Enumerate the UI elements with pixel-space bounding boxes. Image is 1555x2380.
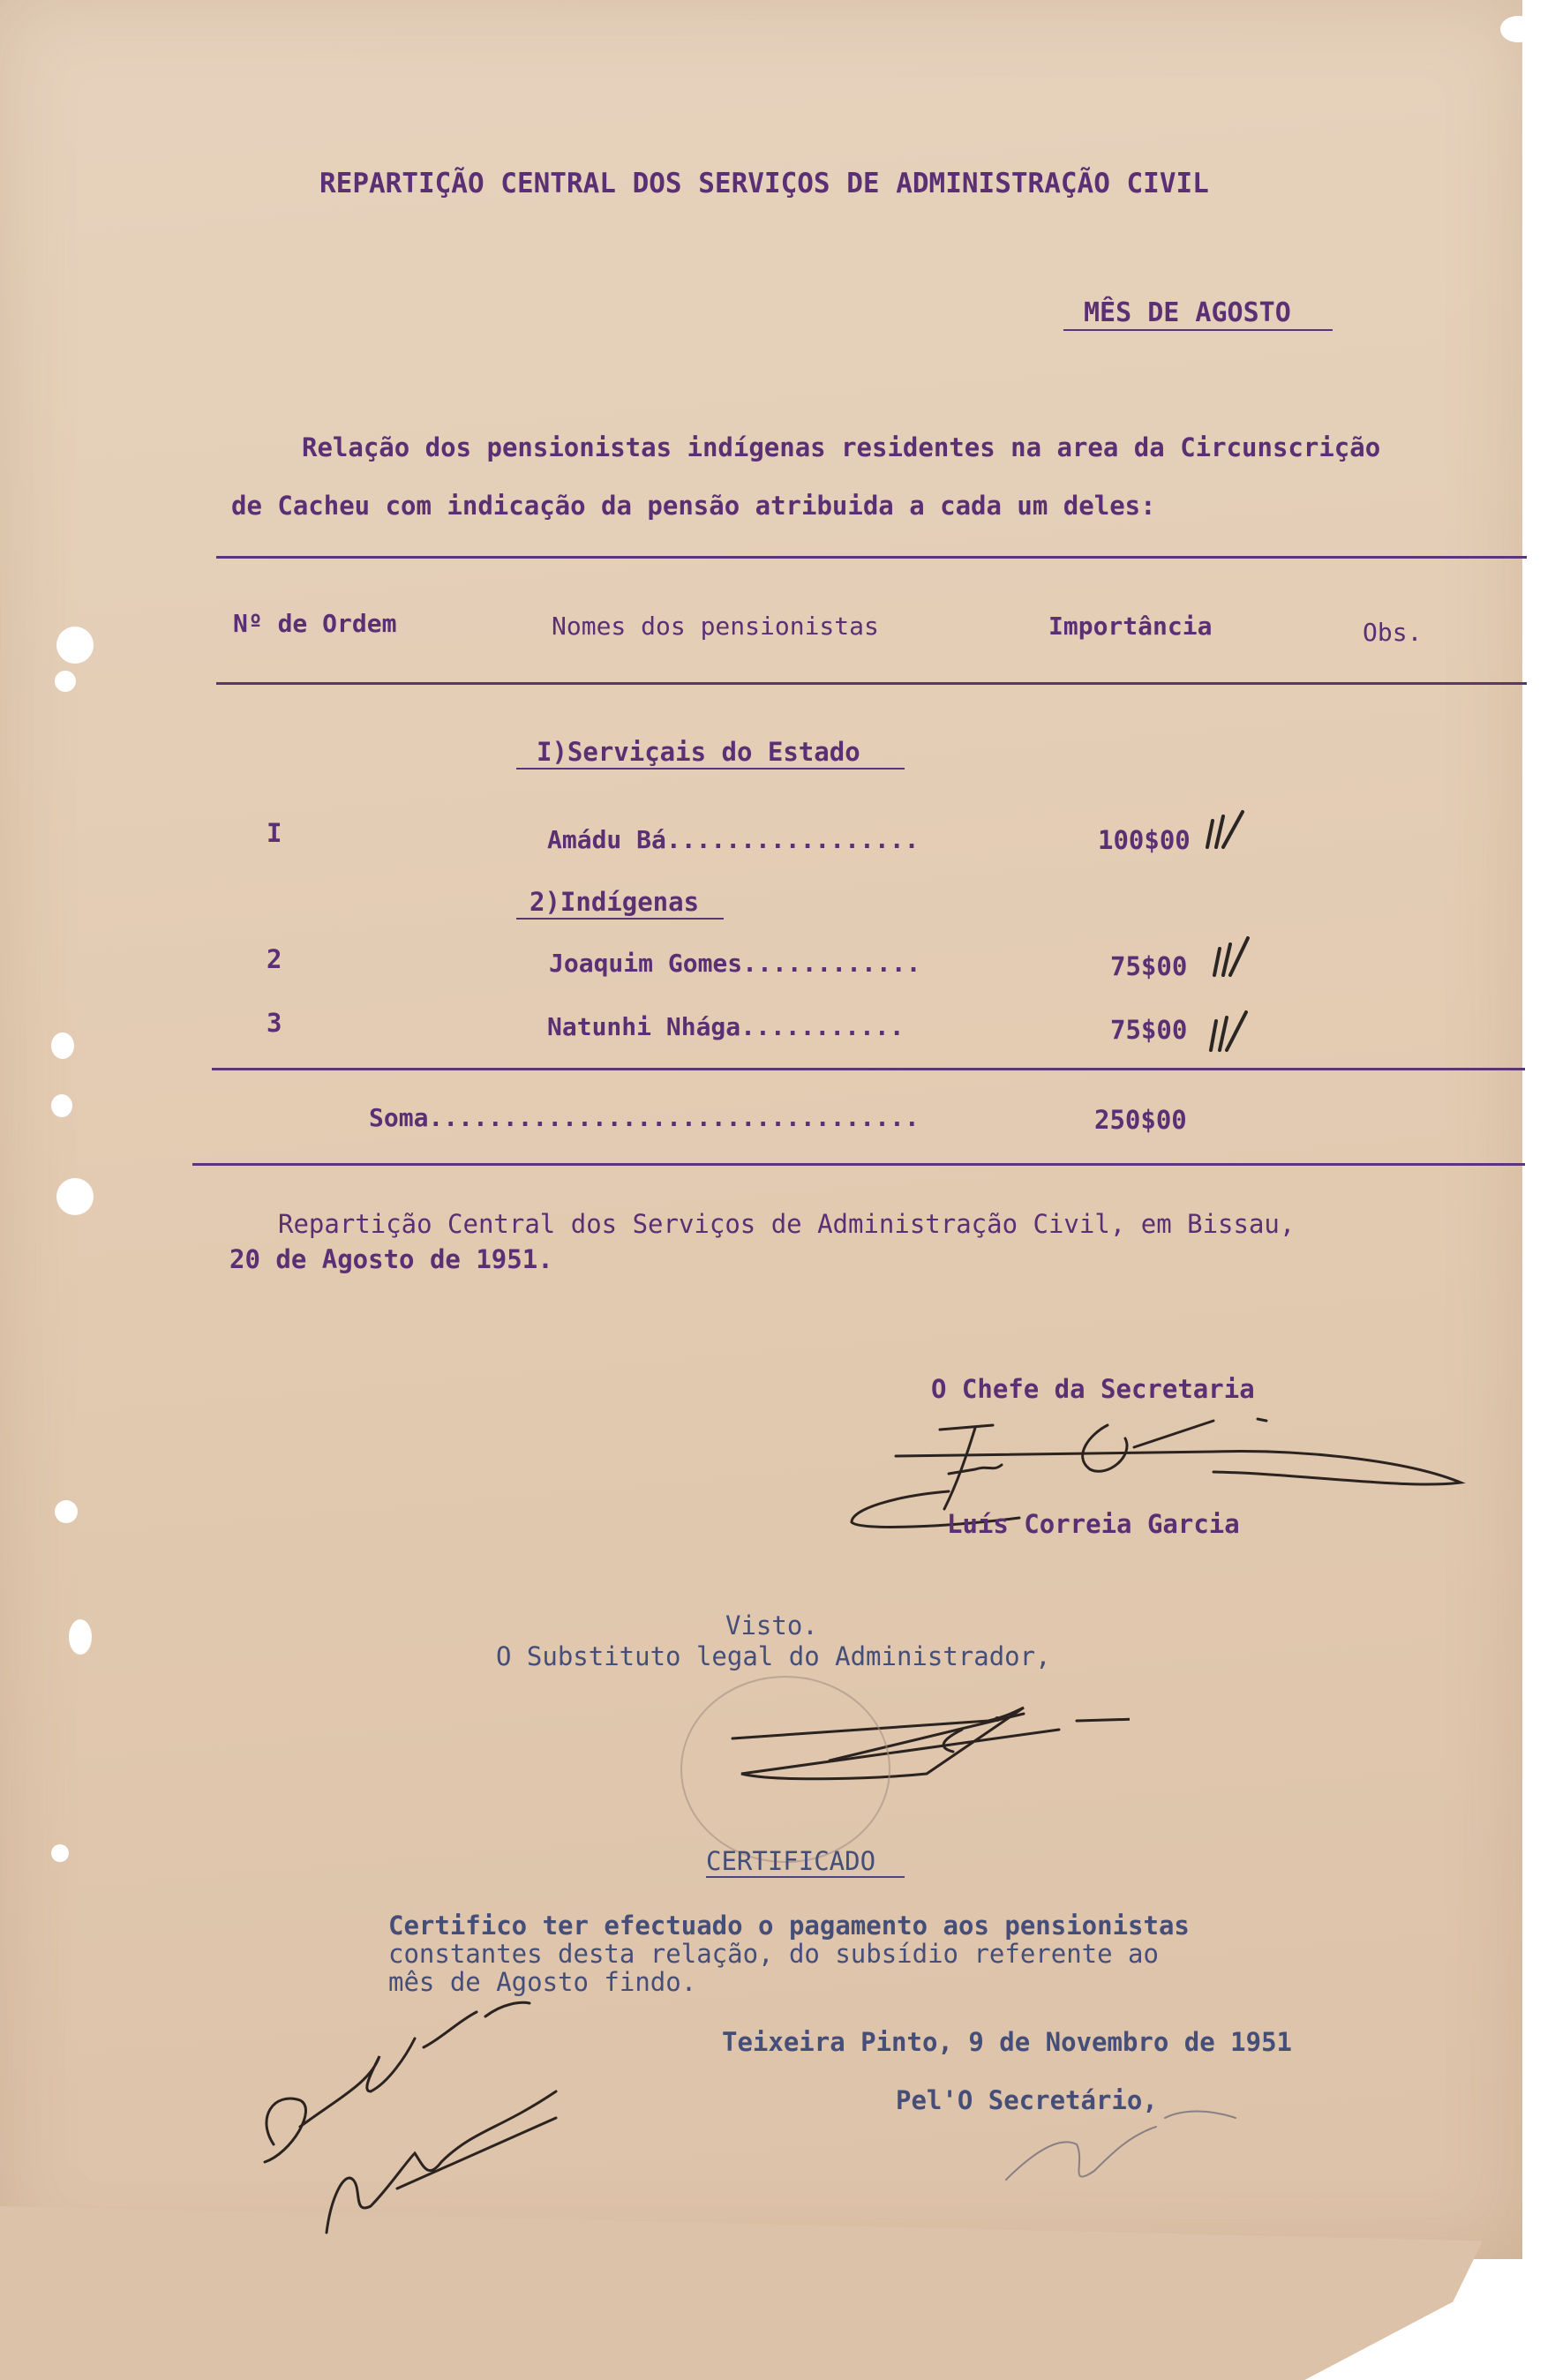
row-amount: 75$00 (1110, 951, 1188, 981)
punch-hole (51, 1032, 74, 1059)
row-amount: 100$00 (1098, 825, 1191, 855)
chief-name: Luís Correia Garcia (947, 1509, 1240, 1539)
intro-line-2: de Cacheu com indicação da pensão atribuida a cada um deles: (231, 491, 1156, 521)
punch-hole (55, 1500, 78, 1523)
row-amount: 75$00 (1110, 1015, 1188, 1045)
table-bottom-rule (192, 1163, 1525, 1166)
section-underline (516, 768, 905, 770)
visto-role: O Substituto legal do Administrador, (496, 1641, 1051, 1671)
chief-title: O Chefe da Secretaria (931, 1374, 1255, 1404)
certificate-line-1: Certifico ter efectuado o pagamento aos pensionistas (388, 1911, 1190, 1941)
total-value: 250$00 (1094, 1105, 1187, 1135)
certificate-underline (706, 1876, 905, 1878)
official-stamp (671, 1668, 900, 1871)
total-label: Soma................................. (369, 1103, 920, 1132)
punch-hole (69, 1619, 92, 1655)
row-number: I (267, 818, 282, 848)
section-underline (516, 918, 724, 920)
table-rows-rule (212, 1068, 1525, 1070)
row-number: 2 (267, 944, 282, 974)
row-name: Joaquim Gomes............ (549, 949, 921, 978)
punch-hole (55, 671, 76, 692)
column-header-order: Nº de Ordem (233, 609, 397, 638)
secretary-signature (980, 2083, 1262, 2224)
column-header-amount: Importância (1048, 612, 1213, 641)
certificate-signer: Pel'O Secretário, (896, 2085, 1158, 2115)
column-header-obs: Obs. (1363, 618, 1423, 647)
column-header-names: Nomes dos pensionistas (552, 612, 879, 641)
punch-hole (56, 1178, 94, 1215)
place-date-line-1: Repartição Central dos Serviços de Administração Civil, em Bissau, (278, 1209, 1296, 1239)
row-number: 3 (267, 1008, 282, 1038)
place-date-line-2: 20 de Agosto de 1951. (229, 1244, 553, 1274)
payee-signature-2 (291, 2056, 591, 2259)
punch-hole (51, 1844, 69, 1862)
visto-label: Visto. (725, 1610, 818, 1640)
certificate-line-3: mês de Agosto findo. (388, 1967, 697, 1997)
check-mark-icon (1209, 931, 1262, 984)
section-heading-indigenas: 2)Indígenas (530, 887, 700, 917)
certificate-line-2: constantes desta relação, do subsídio referente ao (388, 1939, 1159, 1969)
check-mark-icon (1206, 1002, 1258, 1055)
row-name: Natunhi Nhága........... (547, 1012, 905, 1041)
intro-line-1: Relação dos pensionistas indígenas residentes na area da Circunscrição (302, 432, 1381, 462)
punch-hole (1500, 16, 1536, 42)
certificate-heading: CERTIFICADO (706, 1846, 876, 1876)
punch-hole (56, 627, 94, 664)
certificate-place-date: Teixeira Pinto, 9 de Novembro de 1951 (722, 2027, 1293, 2057)
check-mark-icon (1200, 807, 1253, 860)
punch-hole (51, 1094, 72, 1117)
month-heading: MÊS DE AGOSTO (1084, 297, 1291, 328)
table-header-rule (216, 682, 1527, 685)
table-top-rule (216, 556, 1527, 559)
institution-heading: REPARTIÇÃO CENTRAL DOS SERVIÇOS DE ADMINISTRAÇÃO CIVIL (319, 168, 1209, 199)
row-name: Amádu Bá................. (547, 825, 920, 854)
section-heading-servicais: I)Serviçais do Estado (537, 737, 860, 767)
month-underline (1063, 329, 1333, 331)
